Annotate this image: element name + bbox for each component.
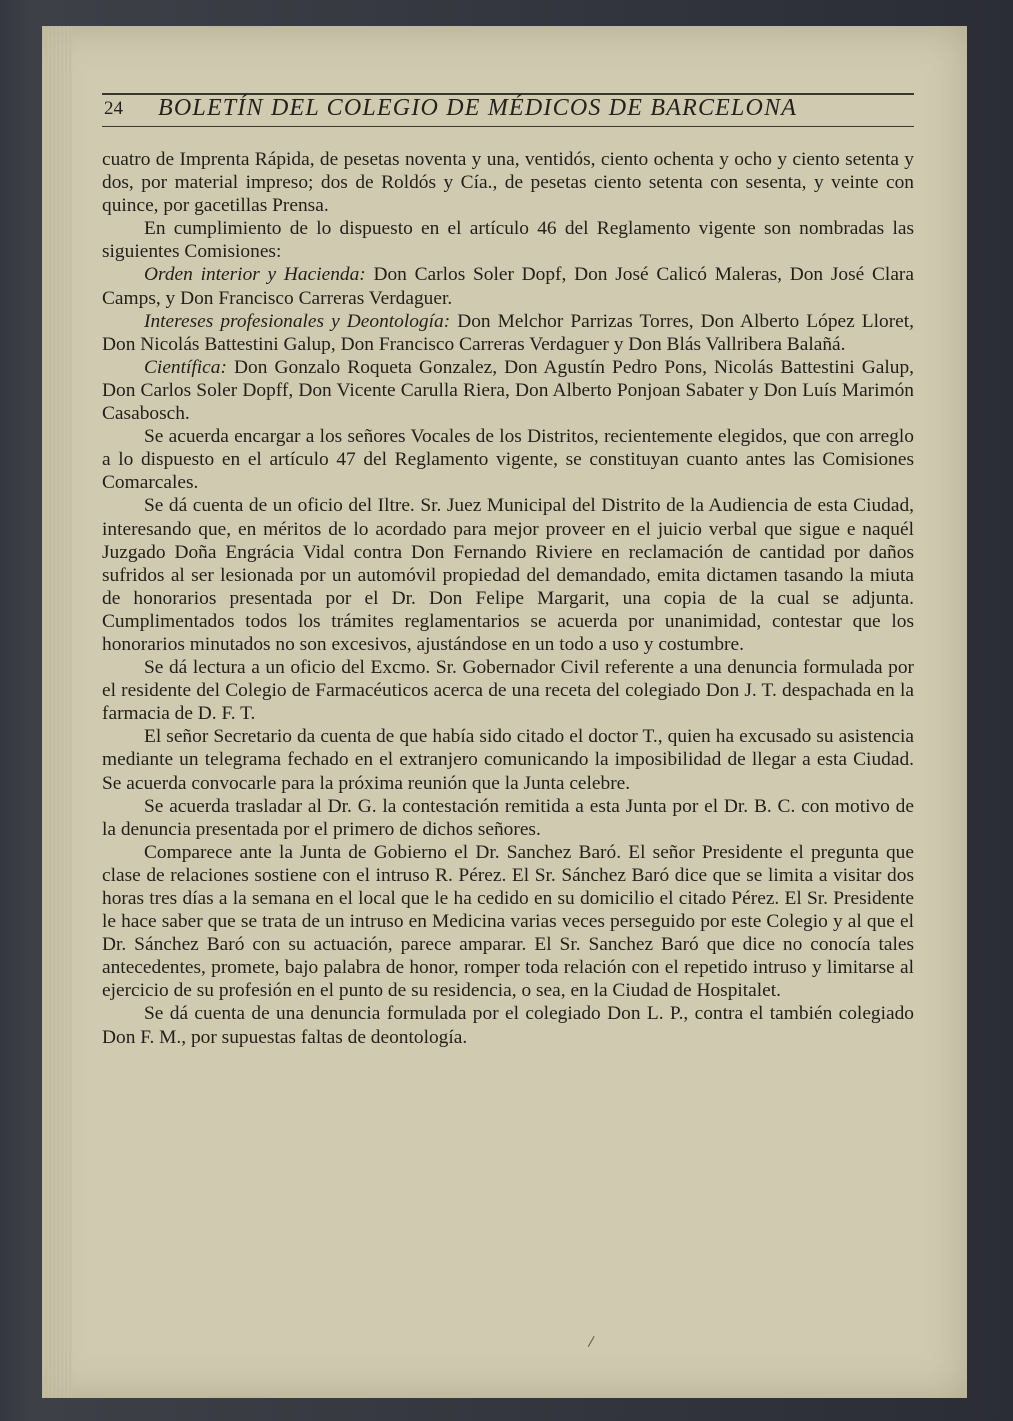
paragraph: Se dá cuenta de una denuncia formulada por el colegiado Don L. P., contra el también colegiado Don F. M., por supuestas faltas de deontología. [102, 1003, 914, 1048]
paragraph: Se acuerda encargar a los señores Vocales de los Distritos, recientemente elegidos, que con arreglo a lo dispuesto en el artículo 47 del Reglamento vigente, se constituyan cuanto antes las Comisiones Comarcales. [102, 426, 914, 494]
paragraph: En cumplimiento de lo dispuesto en el artículo 46 del Reglamento vigente son nombradas las siguientes Comisiones: [102, 218, 914, 263]
commission-name: Intereses profesionales y Deontología: [144, 310, 451, 332]
commission-name: Orden interior y Hacienda: [144, 264, 366, 286]
paragraph-commission-cientifica: Científica: Don Gonzalo Roqueta Gonzalez, Don Agustín Pedro Pons, Nicolás Battestini Galup, Don Carlos Soler Dopff, Don Vicente Carulla Riera, Don Alberto Ponjoan Sabater y Don Luís Marimón Casabosch. [102, 356, 914, 425]
paragraph: Se dá lectura a un oficio del Excmo. Sr. Gobernador Civil referente a una denuncia formulada por el residente del Colegio de Farmacéuticos acerca de una receta del colegiado Don J. T. despachada en la farmacia de D. F. T. [102, 657, 914, 725]
running-header [102, 64, 914, 132]
paragraph-commission-orden: Orden interior y Hacienda: Don Carlos Soler Dopf, Don José Calicó Maleras, Don José Clara Camps, y Don Francisco Carreras Verdaguer. [102, 264, 914, 309]
paragraph: El señor Secretario da cuenta de que había sido citado el doctor T., quien ha excusado su asistencia mediante un telegrama fechado en el extranjero comunicando la imposibilidad de llegar a esta Ciudad. Se acuerda convocarle para la próxima reunión que la Junta celebre. [102, 726, 914, 794]
paragraph-commission-intereses: Intereses profesionales y Deontología: Don Melchor Parrizas Torres, Don Alberto López Lloret, Don Nicolás Battestini Galup, Don Francisco Carreras Verdaguer y Don Blás Vallribera Balañá. [102, 310, 914, 355]
header-rule-bottom [102, 126, 914, 127]
paragraph: Se dá cuenta de un oficio del Iltre. Sr. Juez Municipal del Distrito de la Audiencia de esta Ciudad, interesando que, en méritos de lo acordado para mejor proveer en el juicio verbal que sigue e naquél Juzgado Doña Engrácia Vidal contra Don Fernando Riviere en reclamación de cantidad por daños sufridos al ser lesionada por un automóvil propiedad del demandado, emita dictamen tasando la miuta de honorarios presentada por el Dr. Don Felipe Margarit, una copia de la cual se adjunta. Cumplimentados todos los trámites reglamentarios se acuerda por unanimidad, contestar que los honorarios minutados no son excesivos, ajustándose en un todo a uso y costumbre. [102, 495, 914, 655]
article-body [102, 148, 914, 1049]
commission-name: Científica: [144, 356, 227, 378]
page-edge-stack [42, 26, 72, 1398]
paragraph: Comparece ante la Junta de Gobierno el Dr. Sanchez Baró. El señor Presidente el pregunta que clase de relaciones sostiene con el intruso R. Pérez. El Sr. Sánchez Baró dice que se limita a visitar dos horas tres días a la semana en el local que le ha cedido en su domicilio el citado Pérez. El Sr. Presidente le hace saber que se trata de un intruso en Medicina varias veces perseguido por este Colegio y al que el Dr. Sánchez Baró con su actuación, parece amparar. El Sr. Sanchez Baró que dice no conocía tales antecedentes, promete, bajo palabra de honor, romper toda relación con el repetido intruso y limitarse al ejercicio de su profesión en el punto de su residencia, o sea, en la Ciudad de Hospitalet. [102, 841, 914, 1002]
paragraph: cuatro de Imprenta Rápida, de pesetas noventa y una, ventidós, ciento ochenta y ocho y ciento setenta y dos, por material impreso; dos de Roldós y Cía., de pesetas ciento setenta con sesenta, y veinte con quince, por gacetillas Prensa. [102, 149, 914, 217]
journal-title: BOLETÍN DEL COLEGIO DE MÉDICOS DE BARCELONA [158, 95, 798, 121]
paragraph: Se acuerda trasladar al Dr. G. la contestación remitida a esta Junta por el Dr. B. C. con motivo de la denuncia presentada por el primero de dichos señores. [102, 795, 914, 840]
page-number: 24 [104, 98, 123, 119]
